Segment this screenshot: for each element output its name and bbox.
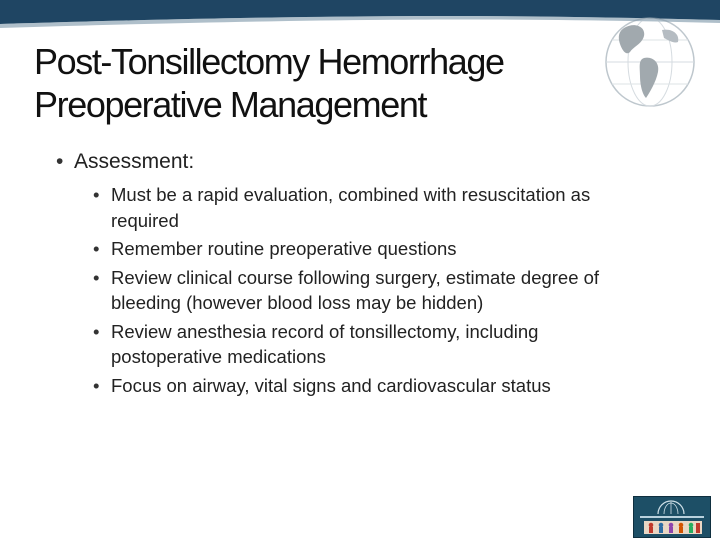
slide-title [34,40,634,126]
sub-bullet-item: • Focus on airway, vital signs and cardiovascular status [93,373,653,399]
logo-text-line [640,516,704,518]
society-logo-icon [633,496,711,538]
logo-globe-icon [656,500,686,514]
sub-bullet-item: • Review clinical course following surgery, estimate degree of bleeding (however blood loss may be hidden) [93,265,653,316]
sub-bullet-item: • Must be a rapid evaluation, combined with resuscitation as required [93,182,653,233]
title-line-1: Post-Tonsillectomy Hemorrhage [34,41,504,82]
main-bullet-list [56,148,194,176]
logo-figures-icon [644,521,702,534]
sub-bullet-item: • Review anesthesia record of tonsillectomy, including postoperative medications [93,319,653,370]
bullet-assessment: • Assessment: [56,148,194,176]
title-line-2: Preoperative Management [34,84,427,125]
sub-bullet-list [93,182,653,401]
sub-bullet-item: • Remember routine preoperative questions [93,236,653,262]
